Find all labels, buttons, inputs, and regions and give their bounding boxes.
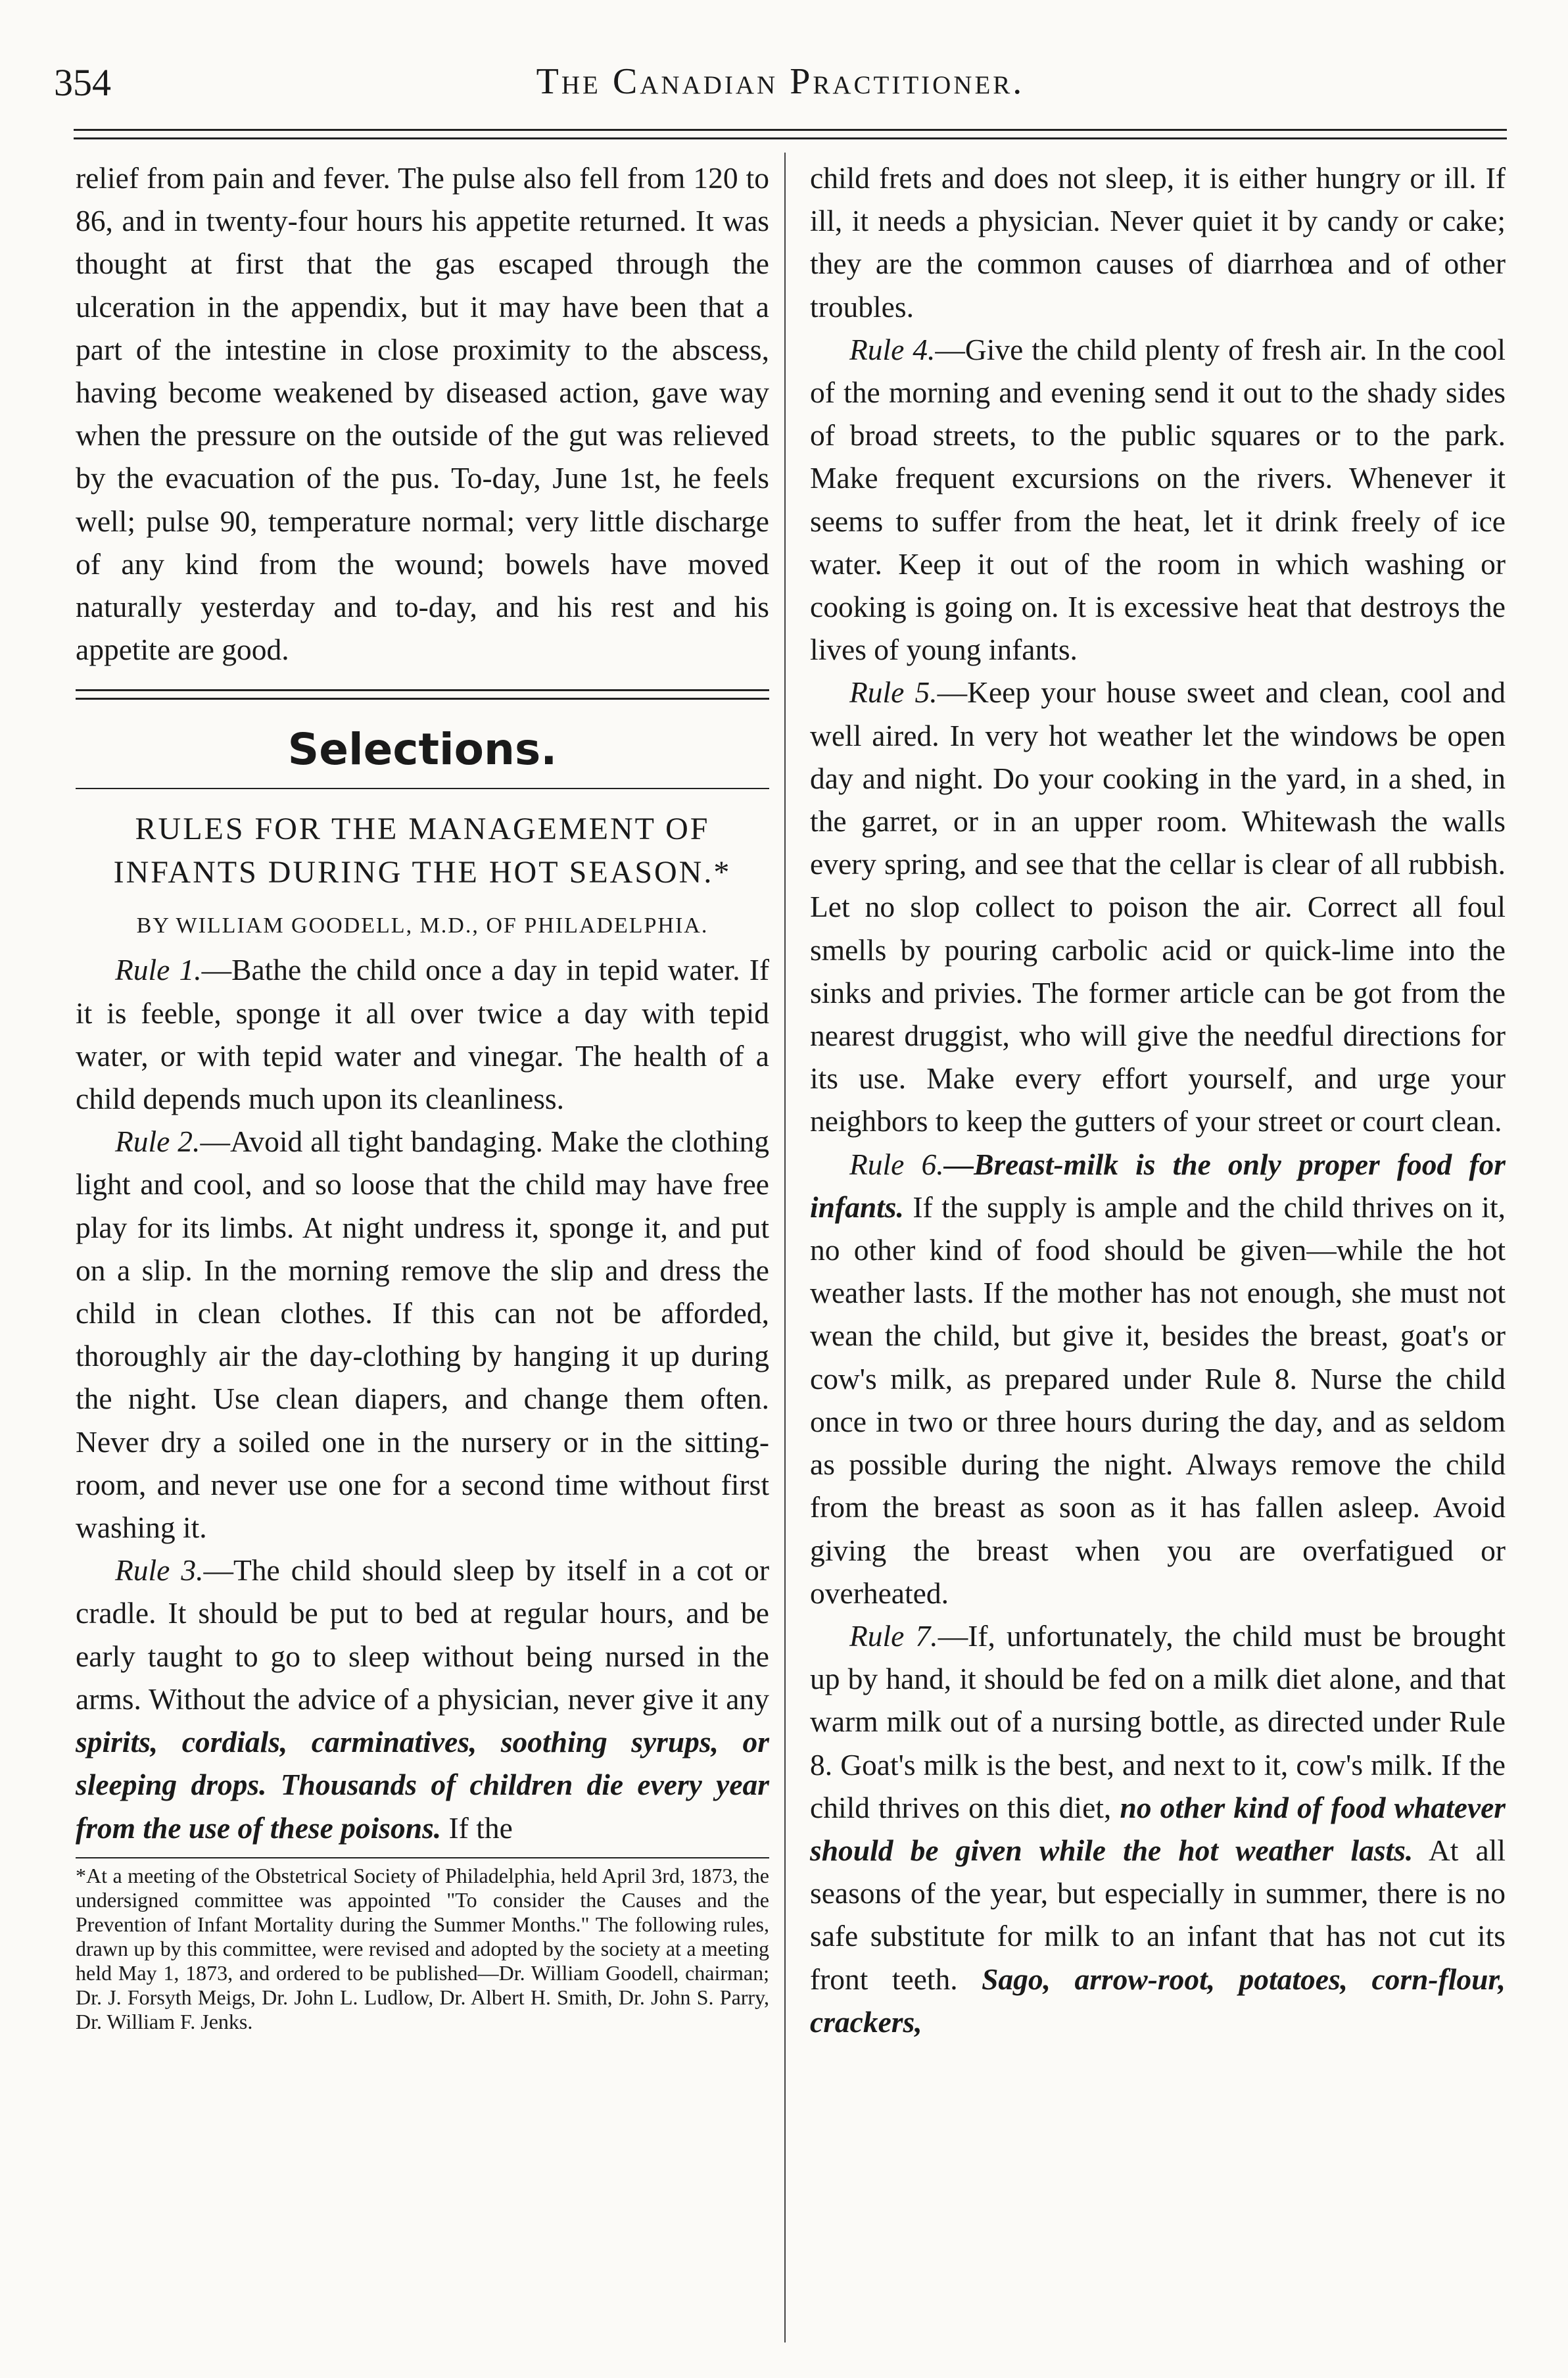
article-byline: BY WILLIAM GOODELL, M.D., OF PHILADELPHIA. — [136, 913, 709, 938]
rule-4-text: —Give the child plenty of fresh air. In the cool of the morning and evening send it out to the shady sides of broad streets, to the public squares or to the park. Make frequent excursions on the rivers. Whenever it seems to suffer from the heat, let it drink freely of ice water. Keep it out of the room in which washing or cooking is going on. It is excessive heat that destroys the lives of young infants. — [810, 332, 1506, 667]
rule-6-label: Rule 6. — [849, 1147, 944, 1181]
rule-3-paragraph — [76, 1549, 769, 1849]
rule-1-paragraph — [76, 948, 769, 1120]
rule-7-emphasis: no other kind of food whatever should be given while the hot weather lasts. — [810, 1790, 1506, 1867]
rule-4-paragraph — [810, 328, 1506, 671]
rule-7-label: Rule 7. — [849, 1618, 938, 1653]
page-number: 354 — [54, 61, 111, 104]
header-double-rule — [74, 129, 1507, 139]
section-double-rule — [76, 689, 769, 700]
rule-3-text: —The child should sleep by itself in a cot or cradle. It should be put to bed at regular hours, and be early taught to go to sleep without being nursed in the arms. Without the advice of a physician, never give it any — [76, 1553, 769, 1716]
rule-1-label: Rule 1. — [115, 953, 202, 987]
rule-6-emphasis: —Breast-milk is the only proper food for infants. — [810, 1147, 1506, 1224]
rule-1-text: —Bathe the child once a day in tepid water. If it is feeble, sponge it all over twice a day with tepid water, or with tepid water and vinegar. The health of a child depends much upon its cleanliness. — [76, 953, 769, 1116]
section-heading: Selections. — [287, 724, 558, 775]
rule-3-emphasis: spirits, cordials, carminatives, soothing syrups, or sleeping drops. Thousands of children die every year from the use of these poisons. — [76, 1725, 769, 1845]
rule-2-label: Rule 2. — [115, 1125, 201, 1159]
footnote-rule — [76, 1857, 769, 1858]
left-column — [76, 157, 769, 2034]
rule-3-continuation: child frets and does not sleep, it is either hungry or ill. If ill, it needs a physician. Never quiet it by candy or cake; they are the common causes of diarrhœa and of other troubles. — [810, 161, 1506, 324]
rule-5-paragraph — [810, 671, 1506, 1142]
running-title: The Canadian Practitioner. — [536, 61, 1025, 102]
rule-7-text: —If, unfortunately, the child must be brought up by hand, it should be fed on a milk diet alone, and that warm milk out of a nursing bottle, as directed under Rule 8. Goat's milk is the best, and next to it, cow's milk. If the child thrives on this diet, — [810, 1618, 1506, 1824]
footnote: *At a meeting of the Obstetrical Society of Philadelphia, held April 3rd, 1873, the undersigned committee was appointed "To consider the Causes and the Prevention of Infant Mortality during the Summer Months." The following rules, drawn up by this committee, were revised and adopted by the society at a meeting held May 1, 1873, and ordered to be published—Dr. William Goodell, chairman; Dr. J. Forsyth Meigs, Dr. John L. Ludlow, Dr. Albert H. Smith, Dr. John S. Parry, Dr. William F. Jenks. — [76, 1863, 769, 2033]
rule-3-label: Rule 3. — [115, 1553, 204, 1588]
page-header — [54, 61, 1507, 113]
rule-7-paragraph — [810, 1614, 1506, 2043]
rule-4-label: Rule 4. — [849, 332, 936, 366]
article-title: RULES FOR THE MANAGEMENT OF INFANTS DURING THE HOT SEASON.* — [113, 812, 732, 890]
case-report-continuation: relief from pain and fever. The pulse also fell from 120 to 86, and in twenty-four hours his appetite returned. It was thought at first that the gas escaped through the ulceration in the appendix, but it may have been that a part of the intestine in close proximity to the abscess, having become weakened by diseased action, gave way when the pressure on the outside of the gut was relieved by the evacuation of the pus. To-day, June 1st, he feels well; pulse 90, temperature normal; very little discharge of any kind from the wound; bowels have moved naturally yesterday and to-day, and his rest and his appetite are good. — [76, 161, 769, 667]
rule-6-text: If the supply is ample and the child thrives on it, no other kind of food should be given—while the hot weather lasts. If the mother has not enough, she must not wean the child, but give it, besides the breast, goat's or cow's milk, as prepared under Rule 8. Nurse the child once in two or three hours during the day, and as seldom as possible during the night. Always remove the child from the breast as soon as it has fallen asleep. Avoid giving the breast when you are overfatigued or overheated. — [810, 1190, 1506, 1610]
rule-3-tail: If the — [441, 1810, 513, 1845]
rule-7-text-2: At all seasons of the year, but especially in summer, there is no safe substitute for milk to an infant that has not cut its front teeth. — [810, 1833, 1506, 1996]
heading-rule — [76, 788, 769, 789]
rule-2-text: —Avoid all tight bandaging. Make the clothing light and cool, and so loose that the child may have free play for its limbs. At night undress it, sponge it, and put on a slip. In the morning remove the slip and dress the child in clean clothes. If this can not be afforded, thoroughly air the day-clothing by hanging it up during the night. Use clean diapers, and change them often. Never dry a soiled one in the nursery or in the sitting-room, and never use one for a second time without first washing it. — [76, 1125, 769, 1545]
rule-6-paragraph — [810, 1143, 1506, 1614]
rule-5-label: Rule 5. — [849, 675, 938, 710]
rule-7-emphasis-2: Sago, arrow-root, potatoes, corn-flour, crackers, — [810, 1962, 1506, 2039]
rule-2-paragraph — [76, 1120, 769, 1549]
rule-5-text: —Keep your house sweet and clean, cool and well aired. In very hot weather let the windows be open day and night. Do your cooking in the yard, in a shed, in the garret, or in an upper room. Whitewash the walls every spring, and see that the cellar is clear of all rubbish. Let no slop collect to poison the air. Correct all foul smells by pouring carbolic acid or quick-lime into the sinks and privies. The former article can be got from the nearest druggist, who will give the needful directions for its use. Make every effort yourself, and urge your neighbors to keep the gutters of your street or court clean. — [810, 675, 1506, 1138]
right-column — [810, 157, 1506, 2043]
column-divider — [784, 153, 786, 2342]
